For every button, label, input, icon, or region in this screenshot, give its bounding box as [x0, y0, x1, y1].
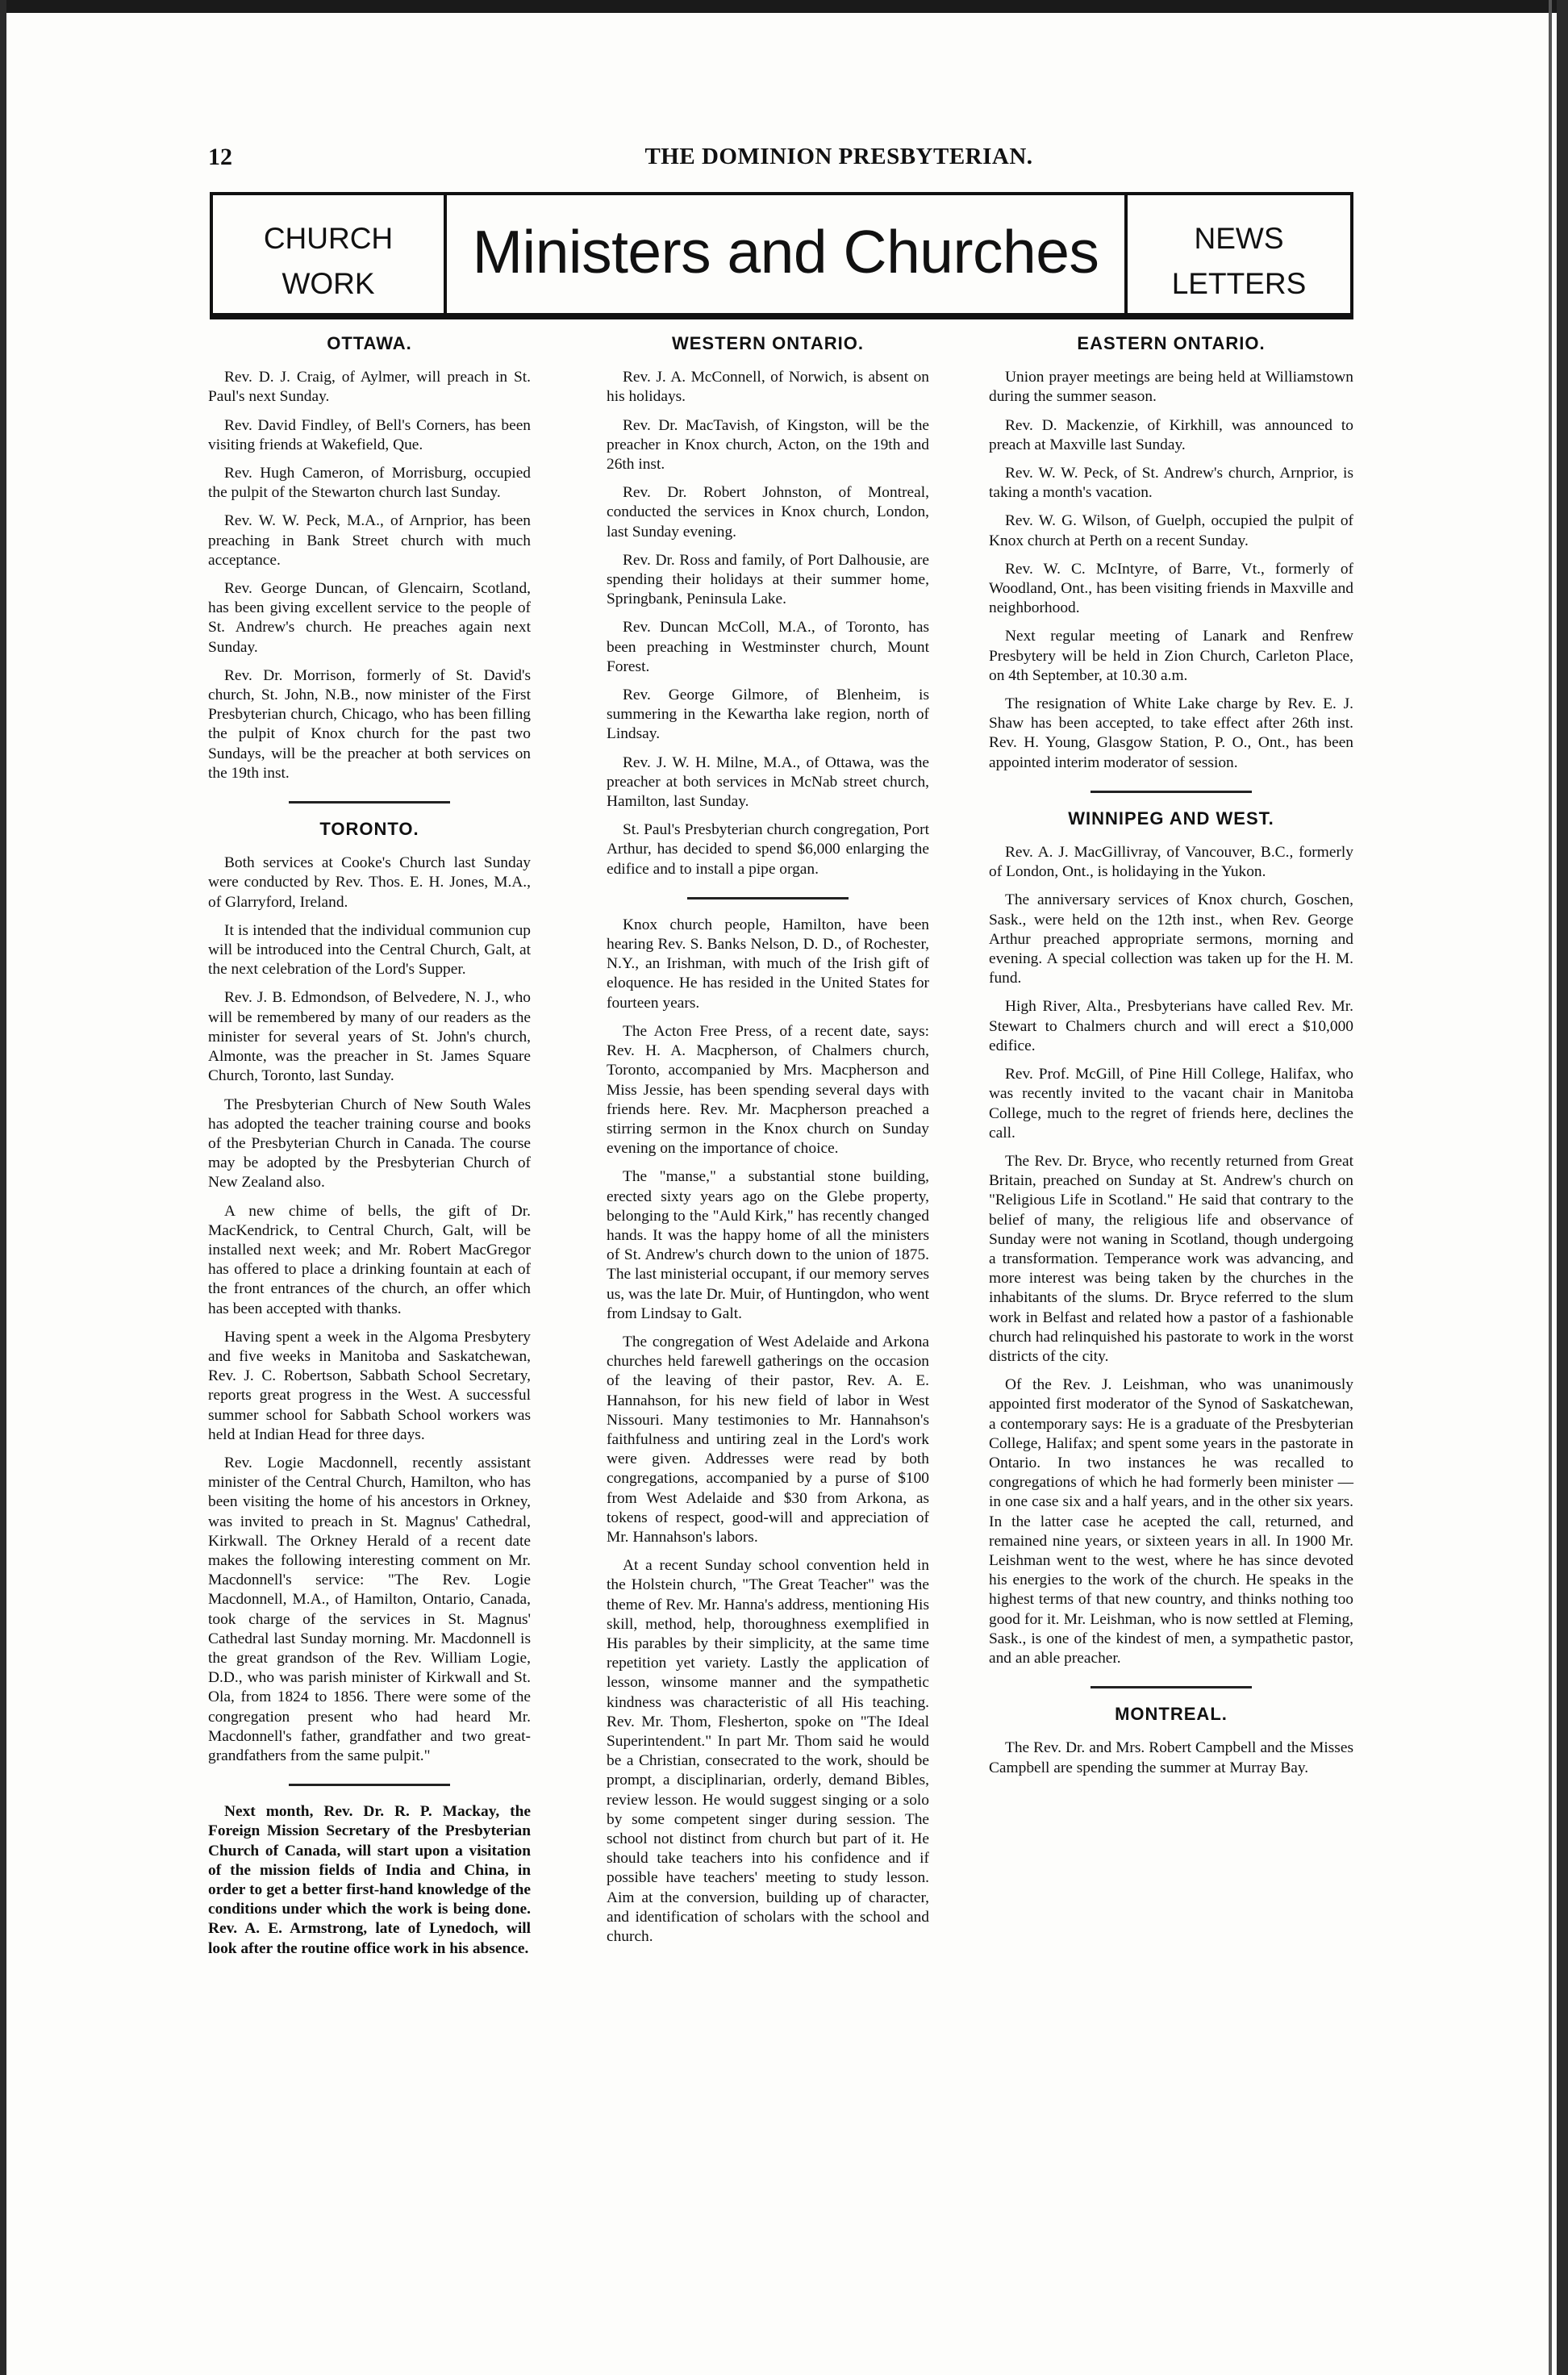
masthead-title: Ministers and Churches: [472, 218, 1099, 286]
news-item: Rev. J. W. H. Milne, M.A., of Ottawa, was the preacher at both services in McNab street church, Hamilton, last Sunday.: [607, 753, 929, 811]
news-item: Rev. A. J. MacGillivray, of Vancouver, B.C., formerly of London, Ont., is holidaying in the Yukon.: [989, 844, 1353, 881]
news-item: Rev. George Gilmore, of Blenheim, is summering in the Kewartha lake region, north of Lindsay.: [607, 687, 929, 743]
news-item: Union prayer meetings are being held at Williamstown during the summer season.: [989, 369, 1353, 406]
news-item: Rev. D. Mackenzie, of Kirkhill, was announced to preach at Maxville last Sunday.: [989, 416, 1353, 453]
news-item: A new chime of bells, the gift of Dr. MacKendrick, to Central Church, Galt, will be installed next week; and Mr. Robert MacGregor has offered to place a drinking fountain at each of the front entrances of the church, an offer which has been accepted with thanks.: [208, 1202, 531, 1317]
page-number: 12: [208, 144, 232, 170]
masthead-left-line1: CHURCH: [263, 222, 394, 255]
news-item: The resignation of White Lake charge by Rev. E. J. Shaw has been accepted, to take effect after 26th inst. Rev. H. Young, Glasgow Station, P. O., Ont., has been appointed interim moderator of session.: [989, 695, 1353, 771]
news-item: Having spent a week in the Algoma Presbytery and five weeks in Manitoba and Saskatchewan, Rev. J. C. Robertson, Sabbath School Secretary, reports great progress in the West. A successful summer school for Sabbath School workers was held at Indian Head for three days.: [208, 1328, 531, 1443]
section-divider: [1091, 791, 1252, 793]
news-item: Of the Rev. J. Leishman, who was unanimously appointed first moderator of the Synod of Saskatchewan, a contemporary says: He is a graduate of the Presbyterian College, Halifax; and spent some years in the pastorate in Ontario. In two instances he was recalled to congregations of which he had formerly been minister —in one case six and a half years, and in the other six years. In the latter case he acepted the call, returned, and remained nine years, or sixteen years in all. In 1900 Mr. Leishman went to the west, where he has since devoted his energies to the work of the church. He speaks in the highest terms of that new country, and thinks nothing too good for it. Mr. Leishman, who is now settled at Fleming, Sask., is one of the kindest of men, a sympathetic pastor, and an able preacher.: [989, 1376, 1353, 1667]
scan-top-edge: [0, 0, 1568, 13]
column-3: [989, 323, 1353, 1787]
masthead-right-line2: LETTERS: [1171, 267, 1307, 300]
news-item: The anniversary services of Knox church, Goschen, Sask., were held on the 12th inst., when Rev. George Arthur preached appropriate sermons, morning and evening. A special collection was taken up for the H. M. fund.: [989, 891, 1353, 987]
masthead-right-box: [1124, 195, 1350, 313]
news-item: The Presbyterian Church of New South Wales has adopted the teacher training course and books of the Presbyterian Church in Canada. The course may be adopted by the Presbyterian Church of New Zealand also.: [208, 1096, 531, 1192]
heading-ottawa: OTTAWA.: [327, 333, 412, 353]
scan-right-edge-line: [1549, 0, 1552, 2375]
section-divider: [289, 801, 450, 803]
news-item: Rev. W. W. Peck, of St. Andrew's church, Arnprior, is taking a month's vacation.: [989, 465, 1353, 502]
masthead-left-line2: WORK: [281, 267, 375, 300]
column-2: [607, 323, 929, 1956]
news-item: Rev. George Duncan, of Glencairn, Scotland, has been giving excellent service to the people of St. Andrew's church. He preaches again next Sunday.: [208, 580, 531, 656]
heading-winnipeg-west: WINNIPEG AND WEST.: [1068, 808, 1274, 829]
running-head: THE DOMINION PRESBYTERIAN.: [644, 144, 1033, 169]
news-item: Rev. W. W. Peck, M.A., of Arnprior, has been preaching in Bank Street church with much acceptance.: [208, 512, 531, 569]
scan-left-edge: [0, 0, 6, 2375]
news-item: Knox church people, Hamilton, have been hearing Rev. S. Banks Nelson, D. D., of Rochester, N.Y., an Irishman, with much of the Irish gift of eloquence. He has resided in the United States for fourteen years.: [607, 916, 929, 1012]
news-item: Rev. Dr. Robert Johnston, of Montreal, conducted the services in Knox church, London, last Sunday evening.: [607, 484, 929, 541]
news-item-mackay: Next month, Rev. Dr. R. P. Mackay, the Foreign Mission Secretary of the Presbyterian Church of Canada, will start upon a visitation of the mission fields of India and China, in order to get a better first-hand knowledge of the conditions under which the work is being done. Rev. A. E. Armstrong, late of Lynedoch, will look after the routine office work in his absence.: [208, 1803, 531, 1957]
news-item: The "manse," a substantial stone building, erected sixty years ago on the Glebe property, belonging to the "Auld Kirk," has recently changed hands. It was the happy home of all the ministers of St. Andrew's church down to the union of 1875. The last ministerial occupant, if our memory serves us, was the late Dr. Muir, of Huntingdon, who went from Lindsay to Galt.: [607, 1168, 929, 1322]
heading-toronto: TORONTO.: [319, 819, 419, 840]
news-item: The congregation of West Adelaide and Arkona churches held farewell gatherings on the occasion of the leaving of their pastor, Rev. A. E. Hannahson, for his new field of labor in West Nissouri. Many testimonies to Mr. Hannahson's faithfulness and untiring zeal in the Lord's work were given. Addresses were read by both congregations, accompanied by a purse of $100 from West Adelaide and $30 from Arkona, as tokens of respect, good-will and appreciation of Mr. Hannahson's labors.: [607, 1333, 929, 1546]
news-item: The Acton Free Press, of a recent date, says: Rev. H. A. Macpherson, of Chalmers church, Toronto, accompanied by Mrs. Macpherson and Miss Jessie, has been spending several days with friends here. Rev. Mr. Macpherson preached a stirring sermon in the Knox church on Sunday evening on the importance of choice.: [607, 1022, 929, 1158]
news-item: Rev. J. B. Edmondson, of Belvedere, N. J., who will be remembered by many of our readers as the minister for several years of St. John's church, Almonte, was the preacher in St. James Square Church, Toronto, last Sunday.: [208, 989, 531, 1085]
heading-western-ontario: WESTERN ONTARIO.: [671, 333, 865, 353]
news-item: St. Paul's Presbyterian church congregation, Port Arthur, has decided to spend $6,000 enlarging the edifice and to install a pipe organ.: [607, 821, 929, 878]
news-item: At a recent Sunday school convention held in the Holstein church, "The Great Teacher" was the theme of Rev. Mr. Hanna's address, mentioning His skill, method, help, thoroughness exemplified in His parables by their simplicity, at the same time repetition yet variety. Lastly the application of lesson, winsome manner and the sympathetic kindness was characteristic of all His teaching. Rev. Mr. Thom, Flesherton, spoke on "The Ideal Superintendent." In part Mr. Thom said he would be a Christian, consecrated to the work, should be prompt, a disciplinarian, orderly, demand Bibles, review lesson. He would suggest singing or a solo by some competent singer during session. The school not distinct from church but part of it. He should take teachers into his confidence and if possible have teachers' meeting to study lesson. Aim at the conversion, building up of character, and identification of scholars with the school and church.: [607, 1557, 929, 1946]
heading-eastern-ontario: EASTERN ONTARIO.: [1077, 333, 1266, 353]
news-item: High River, Alta., Presbyterians have called Rev. Mr. Stewart to Chalmers church and will erect a $10,000 edifice.: [989, 998, 1353, 1054]
section-masthead: [210, 192, 1353, 319]
news-item: It is intended that the individual communion cup will be introduced into the Central Church, Galt, at the next celebration of the Lord's Supper.: [208, 921, 531, 979]
scan-right-edge: [1557, 0, 1568, 2375]
news-item: Rev. W. C. McIntyre, of Barre, Vt., formerly of Woodland, Ont., has been visiting friends in Maxville and neighborhood.: [989, 560, 1353, 617]
masthead-left-box: [213, 195, 447, 313]
heading-montreal: MONTREAL.: [1115, 1704, 1228, 1725]
news-item: Rev. J. A. McConnell, of Norwich, is absent on his holidays.: [607, 369, 929, 406]
news-item: Rev. Dr. Morrison, formerly of St. David's church, St. John, N.B., now minister of the First Presbyterian church, Chicago, who has been filling the pulpit of Knox church for the past two Sundays, will be the preacher at both services on the 19th inst.: [208, 666, 531, 782]
news-item: Rev. Hugh Cameron, of Morrisburg, occupied the pulpit of the Stewarton church last Sunday.: [208, 465, 531, 502]
news-item: Rev. David Findley, of Bell's Corners, has been visiting friends at Wakefield, Que.: [208, 416, 531, 453]
section-divider: [1091, 1686, 1252, 1688]
news-item: Both services at Cooke's Church last Sunday were conducted by Rev. Thos. E. H. Jones, M.A., of Glarryford, Ireland.: [208, 854, 531, 911]
news-item: Rev. Logie Macdonnell, recently assistant minister of the Central Church, Hamilton, who has been visiting the home of his ancestors in Orkney, was invited to preach in St. Magnus' Cathedral, Kirkwall. The Orkney Herald of a recent date makes the following interesting comment on Mr. Macdonnell's service: "The Rev. Logie Macdonnell, M.A., of Hamilton, Ontario, Canada, took charge of the services in St. Magnus' Cathedral last Sunday morning. Mr. Macdonnell is the great grandson of the Rev. William Logie, D.D., who was parish minister of Kirkwall and St. Ola, from 1824 to 1856. There were some of the congregation present who had heard Mr. Macdonnell's father, grandfather and two great-grandfathers from the same pulpit.": [208, 1454, 531, 1764]
section-divider: [289, 1784, 450, 1786]
section-divider: [687, 897, 849, 899]
news-item: Rev. Dr. Ross and family, of Port Dalhousie, are spending their holidays at their summer home, Springbank, Peninsula Lake.: [607, 551, 929, 608]
column-1: [208, 323, 531, 1968]
news-item: Rev. Dr. MacTavish, of Kingston, will be the preacher in Knox church, Acton, on the 19th and 26th inst.: [607, 416, 929, 474]
news-item: Rev. Duncan McColl, M.A., of Toronto, has been preaching in Westminster church, Mount Forest.: [607, 619, 929, 675]
news-item: Rev. Prof. McGill, of Pine Hill College, Halifax, who was recently invited to the vacant chair in Manitoba College, much to the regret of friends here, declines the call.: [989, 1066, 1353, 1142]
news-item: The Rev. Dr. Bryce, who recently returned from Great Britain, preached on Sunday at St. Andrew's church on "Religious Life in Scotland." He said that contrary to the belief of many, the religious life and observance of Sunday were not waning in Scotland, though undergoing a transformation. Temperance work was advancing, and more interest was being taken by the churches in the inhabitants of the slums. Dr. Bryce referred to the slum work in Belfast and related how a pastor of a fashionable church had relinquished his pastorate to work in the worst districts of the city.: [989, 1152, 1353, 1365]
news-item: Rev. W. G. Wilson, of Guelph, occupied the pulpit of Knox church at Perth on a recent Sunday.: [989, 512, 1353, 549]
news-item: Rev. D. J. Craig, of Aylmer, will preach in St. Paul's next Sunday.: [208, 369, 531, 406]
news-item: The Rev. Dr. and Mrs. Robert Campbell and the Misses Campbell are spending the summer at Murray Bay.: [989, 1739, 1353, 1776]
masthead-right-line1: NEWS: [1194, 222, 1284, 255]
news-item: Next regular meeting of Lanark and Renfrew Presbytery will be held in Zion Church, Carleton Place, on 4th September, at 10.30 a.m.: [989, 628, 1353, 684]
